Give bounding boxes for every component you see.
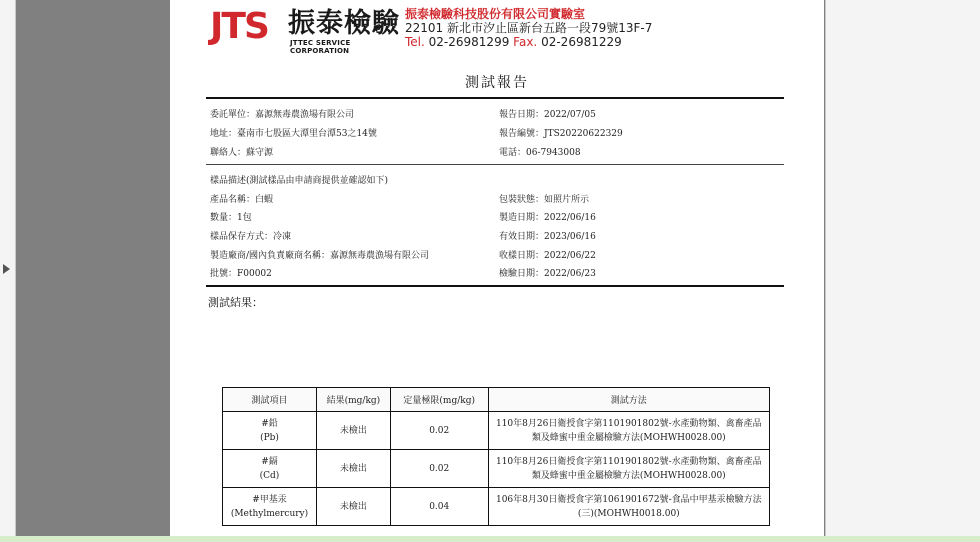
result-cell: 未檢出 — [316, 412, 390, 450]
sample-storage: 樣品保存方式：冷凍 — [210, 232, 292, 242]
viewer-background-left — [16, 0, 170, 542]
sample-mfg-date: 製造日期：2022/06/16 — [499, 213, 596, 223]
company-logo — [210, 6, 400, 55]
test-item: #鉛 — [261, 418, 278, 429]
limit-cell: 0.02 — [390, 450, 488, 488]
result-cell: 未檢出 — [316, 488, 390, 526]
sample-description: 樣品描述(測試樣品由申請商提供並確認如下) — [210, 176, 389, 186]
divider — [206, 285, 784, 287]
sample-recv-date: 收樣日期：2022/06/22 — [499, 251, 596, 261]
limit-cell: 0.04 — [390, 488, 488, 526]
lab-name: 振泰檢驗科技股份有限公司實驗室 — [405, 7, 586, 21]
expand-sidebar-icon[interactable] — [3, 264, 10, 274]
bottom-bar — [0, 536, 980, 542]
column-header: 定量極限(mg/kg) — [390, 388, 488, 412]
report-title: 測試報告 — [465, 75, 529, 91]
sample-test-date: 檢驗日期：2022/06/23 — [499, 269, 596, 279]
lab-info — [405, 7, 652, 49]
method-line: (三)(MOHWH0018.00) — [577, 508, 680, 519]
method-cell — [488, 412, 769, 450]
report-number: 報告編號：JTS20220622329 — [499, 129, 623, 139]
results-label: 測試結果： — [208, 296, 263, 309]
test-item-cell — [223, 412, 317, 450]
method-line: 110年8月26日衛授食字第1101901802號-水產動物類、禽畜產品 — [495, 456, 762, 467]
logo-chinese-name: 振泰檢驗 — [288, 8, 400, 39]
sample-quantity: 數量：1包 — [210, 213, 252, 223]
lab-contact-line — [405, 35, 652, 49]
fax-label: Fax. — [513, 35, 538, 49]
method-line: 106年8月30日衛授食字第1061901672號-食品中甲基汞檢驗方法 — [495, 494, 762, 505]
client-phone: 電話：06-7943008 — [499, 148, 581, 158]
column-header: 測試方法 — [488, 388, 769, 412]
method-line: 類及蜂蜜中重金屬檢驗方法(MOHWH0028.00) — [531, 432, 726, 443]
test-item: #鎘 — [261, 456, 278, 467]
results-table — [222, 387, 770, 526]
logo-english-name: JTTEC SERVICE CORPORATION — [290, 39, 351, 55]
viewer-left-panel — [0, 0, 16, 542]
method-cell — [488, 450, 769, 488]
sample-package: 包裝狀態：如照片所示 — [499, 195, 590, 205]
method-line: 類及蜂蜜中重金屬檢驗方法(MOHWH0028.00) — [531, 470, 726, 481]
sample-name: 產品名稱：白蝦 — [210, 195, 274, 205]
divider — [206, 97, 784, 99]
client-contact: 聯絡人：蘇守源 — [210, 148, 274, 158]
test-item-en: (Cd) — [259, 470, 280, 481]
tel-number: 02-26981299 — [428, 35, 510, 49]
table-row — [223, 450, 770, 488]
column-header: 結果(mg/kg) — [316, 388, 390, 412]
test-item-cell — [223, 450, 317, 488]
sample-lot: 批號：F00002 — [210, 269, 272, 279]
logo-jts-text: JTS — [210, 6, 268, 47]
method-cell — [488, 488, 769, 526]
table-row — [223, 412, 770, 450]
test-item-en: (Methylmercury) — [230, 508, 309, 519]
test-item-en: (Pb) — [260, 432, 279, 443]
tel-label: Tel. — [405, 35, 425, 49]
client-address: 地址：臺南市七股區大潭里台潭53之14號 — [210, 129, 377, 139]
method-line: 110年8月26日衛授食字第1101901802號-水產動物類、禽畜產品 — [495, 418, 762, 429]
client-unit: 委託單位：嘉源無毒農漁場有限公司 — [210, 110, 355, 120]
sample-exp-date: 有效日期：2023/06/16 — [499, 232, 596, 242]
limit-cell: 0.02 — [390, 412, 488, 450]
divider — [206, 164, 784, 165]
sample-maker: 製造廠商/國內負責廠商名稱：嘉源無毒農漁場有限公司 — [210, 251, 430, 261]
table-header-row — [223, 388, 770, 412]
test-item: #甲基汞 — [252, 494, 287, 505]
fax-number: 02-26981229 — [541, 35, 622, 49]
result-cell: 未檢出 — [316, 450, 390, 488]
table-row — [223, 488, 770, 526]
report-date: 報告日期：2022/07/05 — [499, 110, 596, 120]
viewer-right-panel — [825, 0, 980, 542]
column-header: 測試項目 — [223, 388, 317, 412]
lab-address: 22101 新北市汐止區新台五路一段79號13F-7 — [405, 21, 653, 35]
document-page — [170, 0, 824, 536]
test-item-cell — [223, 488, 317, 526]
